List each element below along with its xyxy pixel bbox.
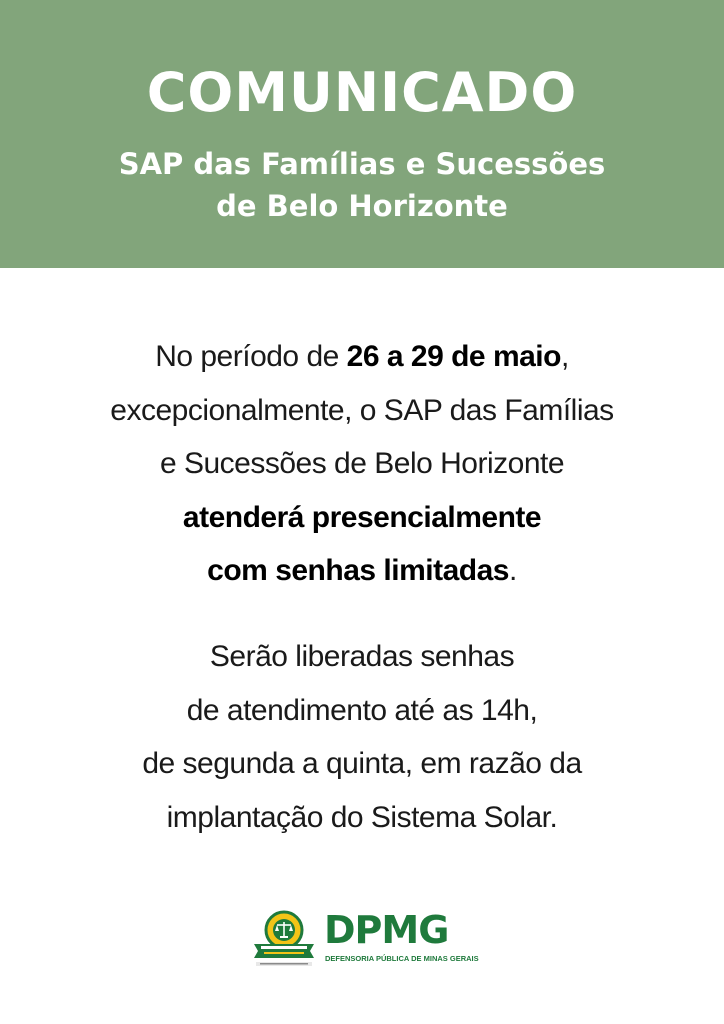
brand-name: DPMG <box>324 908 449 952</box>
notice-text: . <box>508 554 517 587</box>
notice-line: excepcionalmente, o SAP das Famílias <box>110 393 614 427</box>
brand-block <box>324 908 479 968</box>
dpmg-logo <box>252 906 479 970</box>
notice-line: de atendimento até as 14h, <box>186 693 538 727</box>
notice-line: implantação do Sistema Solar. <box>166 800 558 834</box>
notice-text: No período de <box>155 340 347 373</box>
notice-text: , <box>560 340 569 373</box>
page-subtitle <box>0 143 724 227</box>
notice-paragraph-2 <box>0 630 724 844</box>
defensoria-seal-icon <box>252 906 316 970</box>
subtitle-line: SAP das Famílias e Sucessões <box>118 147 606 181</box>
brand-subtitle: DEFENSORIA PÚBLICA DE MINAS GERAIS <box>325 954 479 963</box>
notice-emphasis: com senhas limitadas <box>207 554 509 587</box>
notice-dates: 26 a 29 de maio <box>346 340 561 373</box>
notice-paragraph-1 <box>0 330 724 598</box>
notice-line <box>0 330 724 384</box>
page-title: COMUNICADO <box>146 61 578 124</box>
subtitle-line: de Belo Horizonte <box>216 189 508 223</box>
notice-line-bold: atenderá presencialmente <box>182 500 542 534</box>
notice-line: de segunda a quinta, em razão da <box>142 747 582 780</box>
header-banner <box>0 0 724 268</box>
notice-line <box>0 544 724 598</box>
notice-line: Serão liberadas senhas <box>209 640 515 673</box>
notice-line: e Sucessões de Belo Horizonte <box>159 447 565 480</box>
